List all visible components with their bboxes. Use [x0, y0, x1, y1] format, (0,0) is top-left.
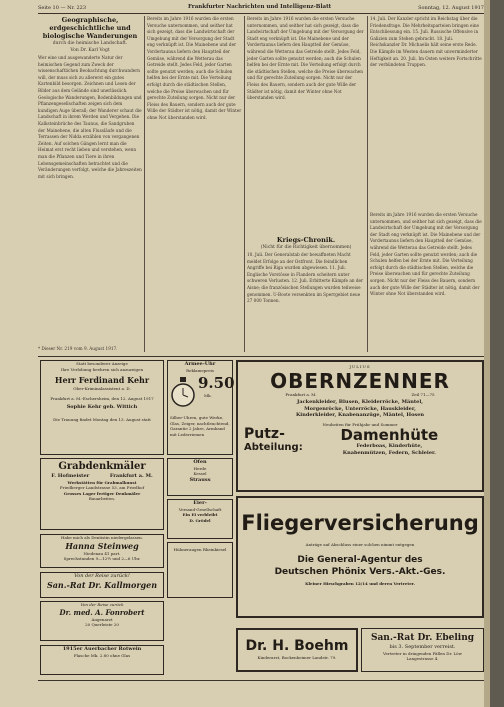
- ad-line: Kinderarzt, Bockenheimer Landstr. 79.: [257, 655, 337, 660]
- ad-ebeling: [361, 628, 484, 672]
- article-right-body: 14. Juli. Der Kanzler spricht im Reichstag über die Friedensfrage. Die Mehrheitsparteien bringen eine Entschliessung ein. 15. Juli. Russische Offensive in Galizien zum Stehen gebracht. 18. Juli. Reichskanzler Dr. Michaelis hält seine erste Rede. Die Kämpfe im Westen dauern mit unverminderter Heftigkeit an. 20. Juli. Im Osten weitere Fortschritte der verbündeten Truppen.: [370, 16, 484, 68]
- ad-line: Frankfurt a. M.-Eschersheim, den 12. August 1917: [50, 395, 154, 401]
- article-right: [370, 16, 482, 216]
- ad-line: Ihre Verlobung beehren sich anzuzeigen: [60, 366, 144, 372]
- column-rule: [144, 16, 145, 352]
- ad-line: Flasche Mk. 2.80 ohne Glas: [73, 652, 131, 658]
- ad-line: Reklamepreis: [186, 367, 214, 373]
- column-rule: [367, 16, 368, 352]
- ad-line: Von der Reise zurück!: [74, 573, 130, 579]
- ad-fliegerversicherung: [236, 496, 484, 618]
- ad-name: Hanna Steinweg: [65, 540, 139, 551]
- article-col3-body: Bereits im Jahre 1916 wurden die ersten Versuche unternommen, und seither hat sich gezeigt, dass die Landwirtschaft der Umgebung mit der Versorgung der Stadt eng verknüpft ist. Die Mainebene und der Vordertaunus liefern den Hauptteil der Gemüse, während die Wetterau das Getreide stellt. Jedes Feld, jeder Garten sollte genutzt werden; auch die Schulen helfen bei der Ernte mit. Die Verteilung erfolgt durch die städtischen Stellen, welche die Preise überwachen und für gerechte Zuteilung sorgen. Nicht nur der Fleiss des Bauern, sondern auch der gute Wille der Städter ist nötig, damit der Winter ohne Not überstanden wird.: [247, 16, 365, 101]
- watch-icon: [170, 377, 196, 415]
- ad-title: Grabdenkmäler: [58, 461, 146, 472]
- ad-name: Strauss: [189, 476, 211, 483]
- ad-unit: Mk.: [204, 393, 212, 398]
- ad-kallmorgen: [40, 572, 164, 598]
- ad-line: Niedenau 41 part.: [83, 550, 121, 556]
- ad-line: JULIUS: [349, 364, 371, 369]
- ad-city: Frankfurt a. M.: [285, 391, 317, 397]
- ad-name: Dr. H. Boehm: [245, 638, 349, 654]
- ad-eier: [167, 499, 233, 539]
- ad-title: Armee-Uhr: [184, 361, 216, 367]
- ad-title: 1915er Auerbacher Rotwein: [62, 646, 142, 652]
- ad-line: Statt besonderer Anzeige: [76, 361, 128, 366]
- ad-rotwein: [40, 645, 164, 675]
- ad-name: San.-Rat Dr. Ebeling: [370, 633, 475, 643]
- ad-steinweg: [40, 534, 164, 568]
- article-middle: [147, 16, 242, 352]
- ad-ofen: [167, 458, 233, 496]
- ad-line: Werkstätten für Grabmalkunst: [67, 479, 137, 485]
- page-header: [38, 3, 484, 14]
- chronik-body: 10. Juli. Der Generalstab der bewaffneten Macht meldet Erfolge an der Ostfront. Die feindlichen Angriffe bei Riga wurden abgewiesen. 11. Juli. Englische Vorstösse in Flandern scheitern unter schweren Verlusten. 12. Juli. Erbitterte Kämpfe an der Aisne; die französischen Stellungen wurden teilweise genommen. U-Boote versenkten im Sperrgebiet neue 27 000 Tonnen.: [247, 252, 365, 304]
- ad-city: Frankfurt a. M.: [109, 473, 153, 479]
- ad-line: Kleiner Hirschgraben 12/14 und deren Vertreter.: [305, 580, 415, 586]
- ad-line: Morgenröcke, Unterröcke, Hauskleider,: [304, 405, 416, 412]
- ad-desc: Silber-Uhren, gute Werke, Glas, Zeiger, nachtleuchtend, Garantie 2 Jahre, Armband mit Lederriemen: [170, 415, 230, 437]
- ad-line: Von der Reise zurück: [80, 602, 124, 607]
- ad-line: Jackenkleider, Blusen, Kleiderröcke, Mäntel,: [297, 399, 423, 405]
- ad-grabdenkmaeler: [40, 458, 164, 530]
- ad-title: Fliegerversicherung: [241, 511, 479, 535]
- article-right-2: [370, 212, 482, 352]
- ad-line: Langestrasse 4.: [406, 656, 439, 661]
- chronik-sub: (Nicht für die Richtigkeit übernommen): [260, 245, 352, 250]
- ad-name: D. Grödel: [189, 517, 211, 523]
- ad-line: Versand-Gesellschaft: [178, 506, 222, 512]
- ad-name: Herr Ferdinand Kehr: [54, 375, 150, 385]
- page-number: Seite 10 — Nr. 223: [38, 5, 87, 11]
- ad-title: Eier-: [193, 500, 207, 506]
- article-middle-body: Bereits im Jahre 1916 wurden die ersten Versuche unternommen, und seither hat sich gezeigt, dass die Landwirtschaft der Umgebung mit der Versorgung der Stadt eng verknüpft ist. Die Mainebene und der Vordertaunus liefern den Hauptteil der Gemüse, während die Wetterau das Getreide stellt. Jedes Feld, jeder Garten sollte genutzt werden; auch die Schulen helfen bei der Ernte mit. Die Verteilung erfolgt durch die städtischen Stellen, welche die Preise überwachen und für gerechte Zuteilung sorgen. Nicht nur der Fleiss des Bauern, sondern auch der gute Wille der Städter ist nötig, damit der Winter ohne Not überstanden wird.: [147, 16, 243, 120]
- ad-line: Federboas, Kinderhüte,: [356, 443, 423, 449]
- ad-title: Ofen: [193, 459, 207, 465]
- article-author: Von Dr. Karl Vogt: [70, 48, 110, 53]
- ad-line: Vertreter in dringenden Fällen Dr. Löw: [383, 650, 462, 656]
- ad-line: Putz-: [244, 426, 285, 442]
- footnote-text: * Dieser Nr. 219 vom 9. August 1917.: [38, 346, 118, 351]
- article-body: Wer eine und ausgewanderte Natur der heimischen Gegend zum Zweck der wissenschaftlichen Beobachtung durchwandern will, der muss sich zu allererst ein gutes Kartenbild besorgen. Zeichnen und Lesen der Bilder aus dem Gelände sind unerlässlich. Geologische Wanderungen, Bodenbildungen und Pflanzengesellschaften zeigen sich dem kundigen Auge überall; der Wanderer schaut die Landschaft in ihrem Werden und Vergehen. Die Kalksteinbrüche des Taunus, die Sandgruben der Mainebene, die alten Flussläufe und die Terrassen der Nidda erzählen von vergangenen Zeiten. Auf solchen Gängen lernt man die Heimat erst recht lieben und verstehen, wenn man die Pflanzen und Tiere in ihren Lebensgemeinschaften betrachtet und die Veränderungen verfolgt, welche die Jahreszeiten mit sich bringen.: [38, 55, 144, 179]
- ad-watch: [167, 360, 233, 455]
- article-title: Geographische, erdgeschichtliche und biologische Wanderungen: [42, 16, 138, 40]
- ad-fonrobert: [40, 601, 164, 641]
- ad-line: Friedberger Landstrasse 53, am Friedhof: [59, 485, 145, 490]
- ad-line: bis 3. September verreist.: [389, 644, 456, 650]
- ad-engagement: [40, 360, 164, 455]
- header-date: Sonntag, 12. August 1917: [418, 5, 484, 11]
- ad-line: Anträge auf Abschluss einer solchen nimmt entgegen: [305, 542, 415, 547]
- footnote: [38, 346, 142, 354]
- ad-brand: OBERNZENNER: [270, 368, 450, 393]
- ad-line: Kessel: [193, 471, 207, 476]
- ad-line: Bauarbeiten.: [88, 496, 116, 501]
- ad-line: Sprechstunden 9—12½ und 2—6 Uhr.: [63, 556, 141, 561]
- ad-boehm: [236, 628, 358, 672]
- ad-line: Die Trauung findet Montag den 13. August statt: [53, 416, 151, 422]
- column-rule: [244, 16, 245, 352]
- ad-line: Die General-Agentur des: [297, 554, 423, 565]
- ad-line: Ein Ei verbleibt: [182, 512, 218, 517]
- article-column-3: [247, 16, 365, 352]
- putz-detail: [303, 427, 476, 456]
- ad-name: San.-Rat Dr. Kallmorgen: [46, 579, 158, 590]
- ad-obernzenner: [236, 360, 484, 492]
- binding-shadow: [490, 0, 504, 707]
- putz-row: [238, 427, 482, 456]
- ad-address: Zeil 71—75: [411, 391, 435, 397]
- ad-price: 9.50: [198, 374, 235, 392]
- ad-section-rule: [38, 356, 484, 357]
- ad-address: 20 Querleiste 20: [85, 622, 119, 627]
- ad-line: Habe mich als Dentistin niedergelassen.: [60, 535, 144, 540]
- ad-line: Augenarzt: [91, 616, 113, 622]
- article-subtitle: durch die heimische Landschaft.: [52, 41, 128, 46]
- ad-line: Knabenmützen, Federn, Schleier.: [342, 449, 436, 456]
- article-left: [38, 16, 142, 346]
- chronik-title: Kriegs-Chronik.: [276, 236, 336, 244]
- ad-misc: [167, 542, 233, 598]
- bottom-rule: [38, 680, 484, 681]
- ad-name: Sophie Kehr geb. Wittich: [66, 404, 138, 410]
- ad-line: Kinderkleider, Knabenanzüge, Mäntel, Hosen: [295, 412, 425, 418]
- masthead-title: Frankfurter Nachrichten und Intelligenz-Blatt: [188, 4, 332, 10]
- ad-line: Grosses Lager fertiger Denkmäler: [63, 490, 141, 496]
- ad-line: Abteilung:: [244, 442, 303, 453]
- article-right-body-2: Bereits im Jahre 1916 wurden die ersten Versuche unternommen, und seither hat sich gezeigt, dass die Landwirtschaft der Umgebung mit der Versorgung der Stadt eng verknüpft ist. Die Mainebene und der Vordertaunus liefern den Hauptteil der Gemüse, während die Wetterau das Getreide stellt. Jedes Feld, jeder Garten sollte genutzt werden; auch die Schulen helfen bei der Ernte mit. Die Verteilung erfolgt durch die städtischen Stellen, welche die Preise überwachen und für gerechte Zuteilung sorgen. Nicht nur der Fleiss des Bauern, sondern auch der gute Wille der Städter ist nötig, damit der Winter ohne Not überstanden wird.: [370, 212, 484, 297]
- ad-line: Deutschen Phönix Vers.-Akt.-Ges.: [274, 566, 446, 577]
- ad-line: Damenhüte: [340, 426, 439, 444]
- ad-name: F. Hofmeister: [51, 473, 90, 479]
- ad-line: Herde: [193, 465, 207, 471]
- ad-line: Hühneraugen Rheinkiesel: [173, 547, 227, 552]
- putz-label: [244, 427, 303, 453]
- ad-line: Neuheiten für Frühjahr und Sommer: [322, 421, 398, 427]
- ad-name: Dr. med. A. Fonrobert: [59, 607, 145, 617]
- ad-line: Ober-Kriminalassistent a. D.: [73, 386, 131, 391]
